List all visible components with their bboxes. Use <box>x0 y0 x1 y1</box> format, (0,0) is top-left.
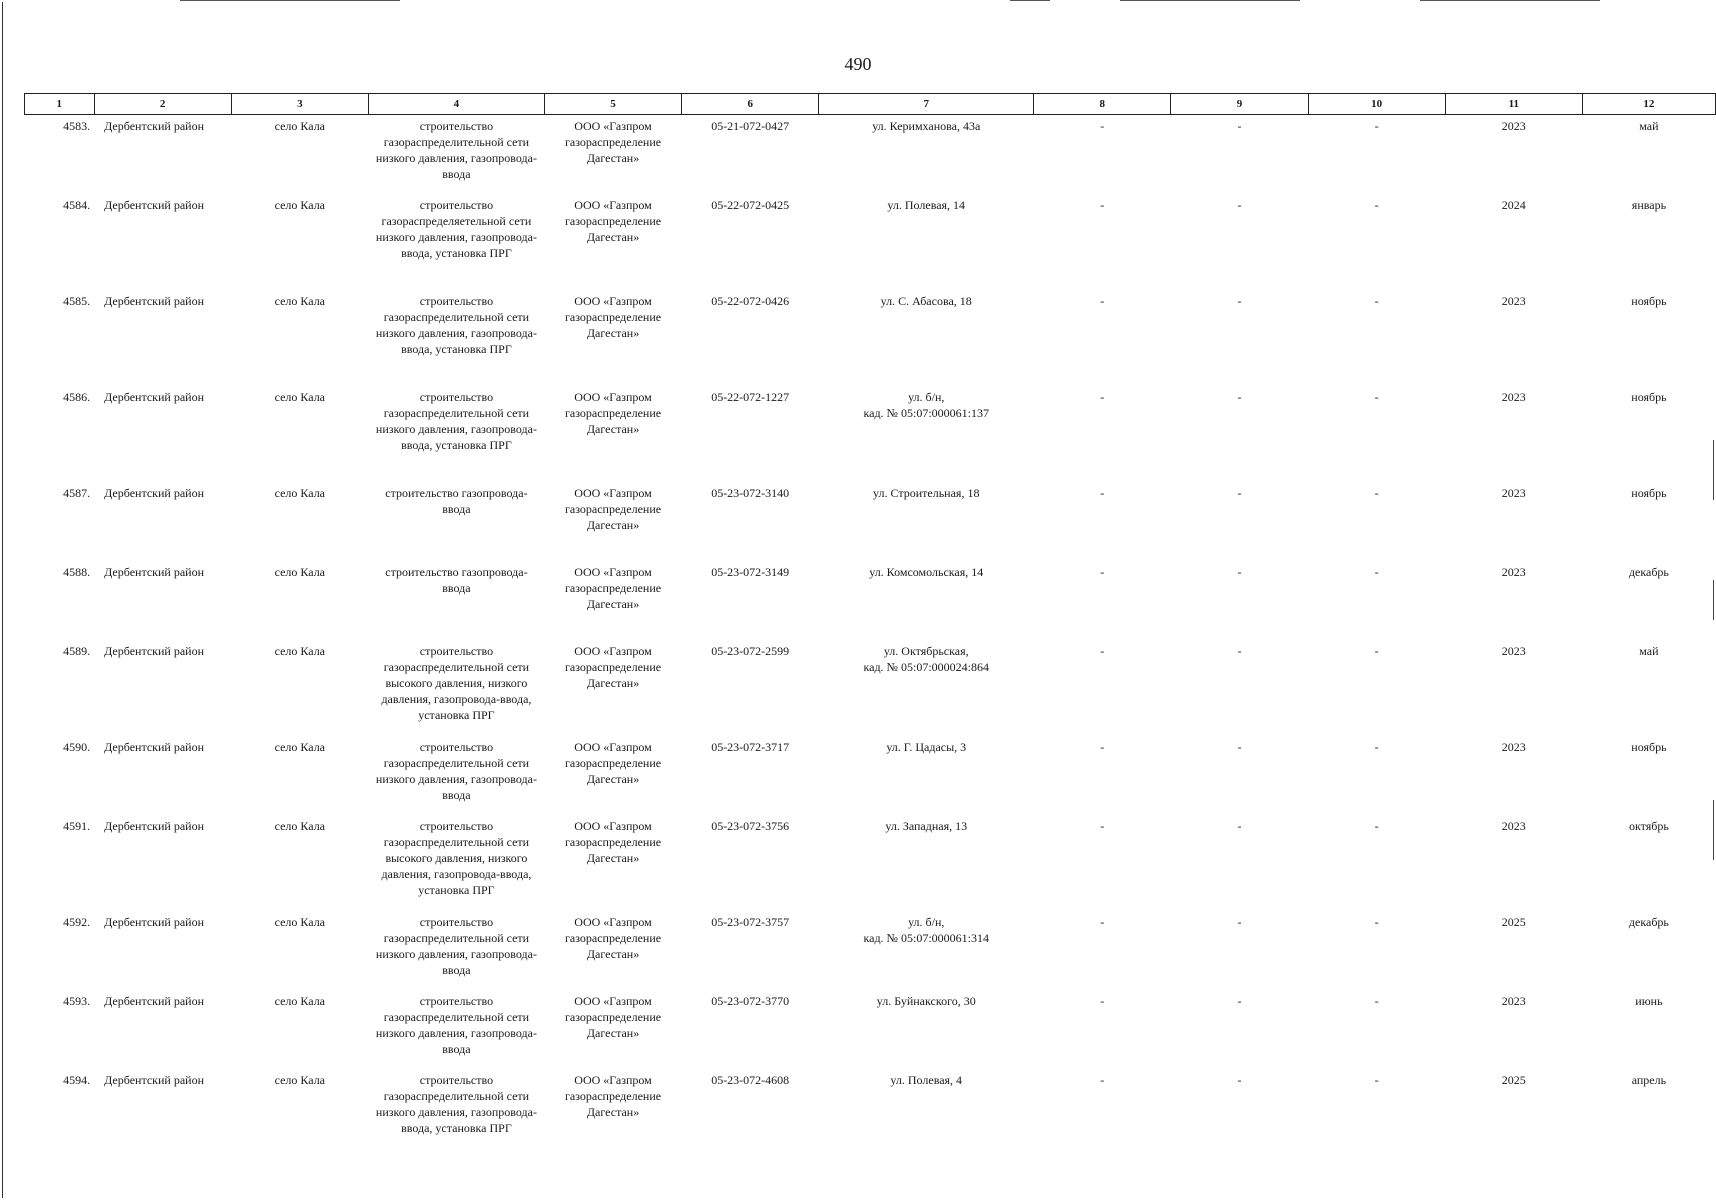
col9-cell: - <box>1237 643 1242 658</box>
code-cell: 05-23-072-3717 <box>711 739 790 754</box>
col9-cell: - <box>1237 197 1242 212</box>
column-header: 9 <box>1171 94 1308 115</box>
column-header: 12 <box>1582 94 1715 115</box>
month-cell: ноябрь <box>1631 389 1667 404</box>
work-description-cell: строительство газораспределительной сети высокого давления, низкого давления, газопровода-ввода, установка ПРГ <box>381 643 532 722</box>
work-description-cell: строительство газораспределительной сети низкого давления, газопровода-ввода <box>375 993 537 1056</box>
column-header: 7 <box>819 94 1034 115</box>
table-row <box>25 482 1716 561</box>
row-number: 4583. <box>63 119 91 133</box>
col10-cell: - <box>1374 389 1379 404</box>
work-description-cell: строительство газопровода-ввода <box>385 485 528 516</box>
address-cell: ул. С. Абасова, 18 <box>880 293 972 308</box>
header-row <box>25 94 1716 115</box>
row-number: 4588. <box>63 564 91 579</box>
col8-cell: - <box>1100 643 1105 658</box>
table-row <box>25 1069 1716 1165</box>
scan-artifact <box>1120 0 1300 1</box>
col8-cell: - <box>1100 197 1105 212</box>
code-cell: 05-23-072-3756 <box>711 818 790 833</box>
month-cell: май <box>1639 119 1659 133</box>
col10-cell: - <box>1374 1072 1379 1087</box>
code-cell: 05-23-072-3770 <box>711 993 790 1008</box>
code-cell: 05-23-072-3149 <box>711 564 790 579</box>
address-cell: ул. Комсомольская, 14 <box>869 564 984 579</box>
col10-cell: - <box>1374 564 1379 579</box>
column-header: 5 <box>544 94 681 115</box>
col8-cell: - <box>1100 818 1105 833</box>
organization-cell: ООО «Газпром газораспределение Дагестан» <box>564 389 662 436</box>
locality-cell: село Кала <box>274 818 326 833</box>
district-cell: Дербентский район <box>104 564 205 579</box>
code-cell: 05-22-072-1227 <box>711 389 790 404</box>
organization-cell: ООО «Газпром газораспределение Дагестан» <box>564 993 662 1040</box>
month-cell: январь <box>1631 197 1667 212</box>
locality-cell: село Кала <box>274 1072 326 1087</box>
address-cell: ул. Октябрьская, кад. № 05:07:000024:864 <box>863 643 989 674</box>
locality-cell: село Кала <box>274 389 326 404</box>
district-cell: Дербентский район <box>104 197 205 212</box>
month-cell: декабрь <box>1628 564 1669 579</box>
col10-cell: - <box>1374 485 1379 500</box>
organization-cell: ООО «Газпром газораспределение Дагестан» <box>564 1072 662 1119</box>
organization-cell: ООО «Газпром газораспределение Дагестан» <box>564 485 662 532</box>
address-cell: ул. Г. Цадасы, 3 <box>886 739 967 754</box>
col9-cell: - <box>1237 389 1242 404</box>
organization-cell: ООО «Газпром газораспределение Дагестан» <box>564 119 662 165</box>
code-cell: 05-23-072-3757 <box>711 914 790 929</box>
code-cell: 05-23-072-3140 <box>711 485 790 500</box>
month-cell: ноябрь <box>1631 485 1667 500</box>
table-row <box>25 990 1716 1069</box>
column-header: 10 <box>1308 94 1445 115</box>
year-cell: 2023 <box>1501 485 1526 500</box>
scan-artifact <box>180 0 400 1</box>
locality-cell: село Кала <box>274 293 326 308</box>
column-header: 1 <box>25 94 95 115</box>
col8-cell: - <box>1100 293 1105 308</box>
year-cell: 2023 <box>1501 564 1526 579</box>
month-cell: апрель <box>1631 1072 1667 1087</box>
year-cell: 2025 <box>1501 914 1526 929</box>
district-cell: Дербентский район <box>104 914 205 929</box>
col9-cell: - <box>1237 914 1242 929</box>
district-cell: Дербентский район <box>104 739 205 754</box>
work-description-cell: строительство газораспределительной сети низкого давления, газопровода-ввода, установка ПРГ <box>375 389 537 452</box>
table-row <box>25 815 1716 911</box>
col8-cell: - <box>1100 485 1105 500</box>
column-header: 8 <box>1034 94 1171 115</box>
row-number: 4585. <box>63 293 91 308</box>
locality-cell: село Кала <box>274 564 326 579</box>
col8-cell: - <box>1100 1072 1105 1087</box>
table-row <box>25 386 1716 482</box>
col8-cell: - <box>1100 914 1105 929</box>
table-row <box>25 290 1716 386</box>
locality-cell: село Кала <box>274 485 326 500</box>
work-description-cell: строительство газораспределительной сети низкого давления, газопровода-ввода <box>375 119 537 181</box>
year-cell: 2023 <box>1501 818 1526 833</box>
row-number: 4587. <box>63 485 91 500</box>
organization-cell: ООО «Газпром газораспределение Дагестан» <box>564 914 662 961</box>
row-number: 4592. <box>63 914 91 929</box>
year-cell: 2023 <box>1501 993 1526 1008</box>
locality-cell: село Кала <box>274 993 326 1008</box>
col8-cell: - <box>1100 993 1105 1008</box>
year-cell: 2023 <box>1501 643 1526 658</box>
address-cell: ул. Полевая, 4 <box>890 1072 963 1087</box>
col9-cell: - <box>1237 739 1242 754</box>
row-number: 4590. <box>63 739 91 754</box>
scan-artifact <box>1420 0 1600 1</box>
col8-cell: - <box>1100 739 1105 754</box>
district-cell: Дербентский район <box>104 993 205 1008</box>
month-cell: ноябрь <box>1631 739 1667 754</box>
column-header: 11 <box>1445 94 1582 115</box>
col8-cell: - <box>1100 119 1105 133</box>
locality-cell: село Кала <box>274 643 326 658</box>
table-row <box>25 736 1716 815</box>
work-description-cell: строительство газораспределяетельной сети низкого давления, газопровода-ввода, установка ПРГ <box>375 197 537 260</box>
register-table <box>24 93 1716 1165</box>
work-description-cell: строительство газораспределительной сети низкого давления, газопровода-ввода, установка ПРГ <box>375 293 537 356</box>
col9-cell: - <box>1237 818 1242 833</box>
month-cell: октябрь <box>1628 818 1669 833</box>
year-cell: 2023 <box>1501 119 1526 133</box>
work-description-cell: строительство газопровода-ввода <box>385 564 528 595</box>
code-cell: 05-23-072-2599 <box>711 643 790 658</box>
col10-cell: - <box>1374 914 1379 929</box>
month-cell: май <box>1639 643 1659 658</box>
work-description-cell: строительство газораспределительной сети низкого давления, газопровода-ввода <box>375 739 537 802</box>
address-cell: ул. Строительная, 18 <box>873 485 980 500</box>
page-number: 490 <box>844 54 872 74</box>
code-cell: 05-21-072-0427 <box>711 119 790 133</box>
col9-cell: - <box>1237 293 1242 308</box>
col10-cell: - <box>1374 197 1379 212</box>
row-number: 4591. <box>63 818 91 833</box>
year-cell: 2023 <box>1501 389 1526 404</box>
column-header: 4 <box>368 94 544 115</box>
month-cell: декабрь <box>1628 914 1669 929</box>
col9-cell: - <box>1237 485 1242 500</box>
work-description-cell: строительство газораспределительной сети низкого давления, газопровода-ввода, установка ПРГ <box>375 1072 537 1135</box>
organization-cell: ООО «Газпром газораспределение Дагестан» <box>564 643 662 690</box>
row-number: 4586. <box>63 389 91 404</box>
column-header: 3 <box>231 94 368 115</box>
col10-cell: - <box>1374 739 1379 754</box>
month-cell: ноябрь <box>1631 293 1667 308</box>
col10-cell: - <box>1374 993 1379 1008</box>
row-number: 4584. <box>63 197 91 212</box>
col10-cell: - <box>1374 293 1379 308</box>
organization-cell: ООО «Газпром газораспределение Дагестан» <box>564 739 662 786</box>
district-cell: Дербентский район <box>104 389 205 404</box>
year-cell: 2023 <box>1501 739 1526 754</box>
col8-cell: - <box>1100 564 1105 579</box>
table-row <box>25 115 1716 194</box>
district-cell: Дербентский район <box>104 293 205 308</box>
year-cell: 2023 <box>1501 293 1526 308</box>
work-description-cell: строительство газораспределительной сети низкого давления, газопровода-ввода <box>375 914 537 977</box>
code-cell: 05-22-072-0425 <box>711 197 790 212</box>
address-cell: ул. б/н, кад. № 05:07:000061:314 <box>863 914 989 945</box>
organization-cell: ООО «Газпром газораспределение Дагестан» <box>564 818 662 865</box>
address-cell: ул. б/н, кад. № 05:07:000061:137 <box>863 389 989 420</box>
district-cell: Дербентский район <box>104 1072 205 1087</box>
district-cell: Дербентский район <box>104 485 205 500</box>
column-header: 6 <box>682 94 819 115</box>
scan-artifact <box>1010 0 1050 1</box>
district-cell: Дербентский район <box>104 643 205 658</box>
work-description-cell: строительство газораспределительной сети высокого давления, низкого давления, газопровода-ввода, установка ПРГ <box>381 818 532 897</box>
col10-cell: - <box>1374 818 1379 833</box>
locality-cell: село Кала <box>274 119 326 133</box>
organization-cell: ООО «Газпром газораспределение Дагестан» <box>564 197 662 244</box>
col10-cell: - <box>1374 119 1379 133</box>
organization-cell: ООО «Газпром газораспределение Дагестан» <box>564 564 662 611</box>
col9-cell: - <box>1237 119 1242 133</box>
table-row <box>25 561 1716 640</box>
col9-cell: - <box>1237 1072 1242 1087</box>
locality-cell: село Кала <box>274 197 326 212</box>
code-cell: 05-23-072-4608 <box>711 1072 790 1087</box>
locality-cell: село Кала <box>274 914 326 929</box>
row-number: 4589. <box>63 643 91 658</box>
address-cell: ул. Полевая, 14 <box>887 197 966 212</box>
year-cell: 2024 <box>1501 197 1526 212</box>
address-cell: ул. Керимханова, 43а <box>872 119 981 133</box>
col9-cell: - <box>1237 564 1242 579</box>
month-cell: июнь <box>1635 993 1663 1008</box>
organization-cell: ООО «Газпром газораспределение Дагестан» <box>564 293 662 340</box>
table-row <box>25 911 1716 990</box>
col8-cell: - <box>1100 389 1105 404</box>
address-cell: ул. Западная, 13 <box>885 818 968 833</box>
column-header: 2 <box>94 94 231 115</box>
code-cell: 05-22-072-0426 <box>711 293 790 308</box>
col10-cell: - <box>1374 643 1379 658</box>
row-number: 4593. <box>63 993 91 1008</box>
address-cell: ул. Буйнакского, 30 <box>876 993 976 1008</box>
row-number: 4594. <box>63 1072 91 1087</box>
year-cell: 2025 <box>1501 1072 1526 1087</box>
table-row <box>25 194 1716 290</box>
col9-cell: - <box>1237 993 1242 1008</box>
page-border <box>2 2 3 1198</box>
district-cell: Дербентский район <box>104 119 205 133</box>
district-cell: Дербентский район <box>104 818 205 833</box>
table-row <box>25 640 1716 736</box>
locality-cell: село Кала <box>274 739 326 754</box>
